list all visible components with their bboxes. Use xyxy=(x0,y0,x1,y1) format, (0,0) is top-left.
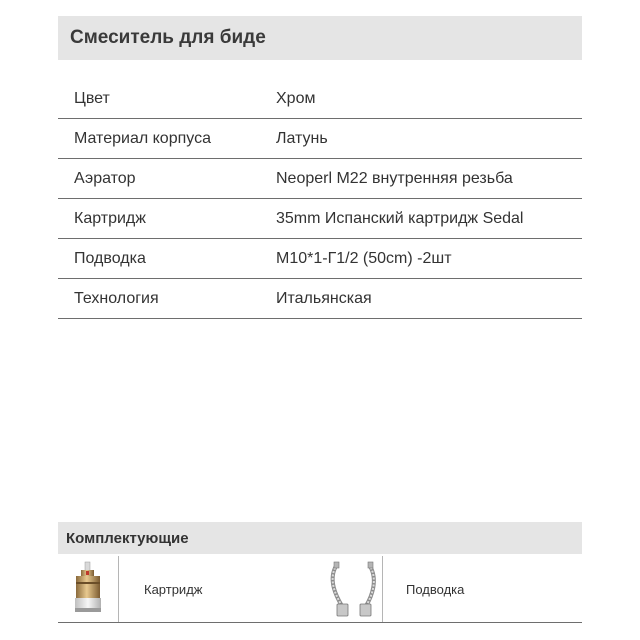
spec-value: Итальянская xyxy=(276,290,372,307)
cartridge-icon xyxy=(58,556,118,622)
accessories-header xyxy=(58,522,582,554)
spec-value: Латунь xyxy=(276,130,328,147)
accessory-label: Подводка xyxy=(406,582,465,597)
cartridge-image xyxy=(58,556,119,622)
spec-row-body-material xyxy=(58,119,582,159)
spec-value: 35mm Испанский картридж Sedal xyxy=(276,210,524,227)
spec-label: Материал корпуса xyxy=(74,130,211,147)
page-title: Смеситель для биде xyxy=(70,27,266,48)
hose-image xyxy=(322,556,383,622)
accessories-title: Комплектующие xyxy=(66,530,189,547)
spec-value: Neoperl M22 внутренняя резьба xyxy=(276,170,513,187)
spec-label: Цвет xyxy=(74,90,110,107)
spec-value: Хром xyxy=(276,90,316,107)
accessory-label: Картридж xyxy=(144,582,203,597)
spec-label: Подводка xyxy=(74,250,146,267)
hose-icon xyxy=(322,556,382,622)
spec-row-color xyxy=(58,79,582,119)
accessories-row xyxy=(58,556,582,623)
accessory-hose xyxy=(382,556,582,622)
spec-row-cartridge xyxy=(58,199,582,239)
accessory-cartridge xyxy=(118,556,318,622)
spec-label: Технология xyxy=(74,290,159,307)
spec-label: Картридж xyxy=(74,210,146,227)
spec-table xyxy=(58,79,582,319)
spec-value: M10*1-Г1/2 (50cm) -2шт xyxy=(276,250,452,267)
spec-row-hose xyxy=(58,239,582,279)
title-bar xyxy=(58,16,582,60)
spec-label: Аэратор xyxy=(74,170,136,187)
spec-row-aerator xyxy=(58,159,582,199)
spec-row-technology xyxy=(58,279,582,319)
